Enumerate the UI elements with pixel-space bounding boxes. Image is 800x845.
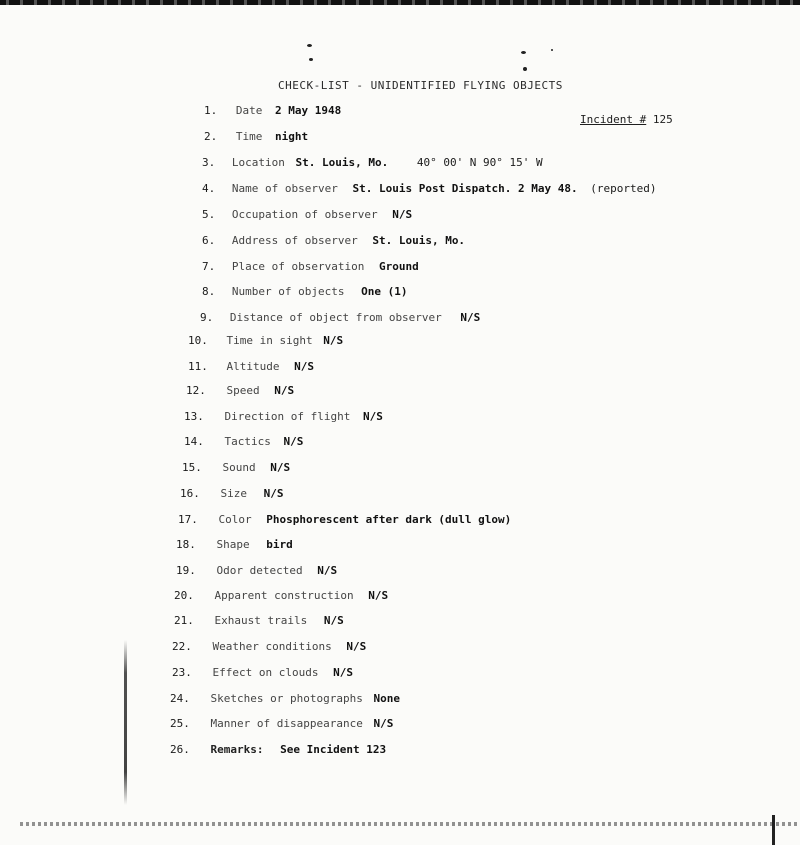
checklist-item (188, 360, 314, 373)
checklist-item (180, 487, 284, 500)
item-value: N/S (333, 666, 353, 679)
checklist-item (202, 208, 412, 221)
item-number: 25. (170, 717, 190, 730)
item-number: 1. (204, 104, 218, 117)
item-value: N/S (323, 334, 344, 347)
item-value: N/S (346, 640, 367, 653)
item-number: 7. (202, 260, 216, 273)
item-label: Weather conditions (212, 640, 332, 653)
item-number: 26. (170, 743, 190, 756)
item-number: 20. (174, 589, 194, 602)
item-label: Apparent construction (214, 589, 354, 602)
item-value: None (373, 692, 400, 705)
item-label: Name of observer (231, 182, 338, 195)
checklist-item (178, 513, 511, 526)
checklist-item (170, 717, 393, 730)
incident-label: Incident # (580, 113, 647, 126)
item-label: Date (235, 104, 263, 117)
item-number: 6. (202, 234, 216, 247)
item-number: 10. (188, 334, 208, 347)
item-label: Manner of disappearance (210, 717, 363, 730)
item-number: 18. (176, 538, 196, 551)
item-value: One (1) (361, 285, 408, 298)
checklist-item (174, 589, 388, 602)
item-value: N/S (263, 487, 284, 500)
checklist-item (174, 614, 344, 627)
item-number: 16. (180, 487, 200, 500)
item-number: 12. (186, 384, 206, 397)
item-value: N/S (283, 435, 304, 448)
item-number: 24. (170, 692, 190, 705)
item-label: Sketches or photographs (210, 692, 363, 705)
checklist-item (202, 260, 419, 273)
item-label: Effect on clouds (212, 666, 319, 679)
item-label: Direction of flight (224, 410, 351, 423)
item-label: Address of observer (231, 234, 358, 247)
checklist-item (172, 640, 366, 653)
checklist-item (186, 384, 294, 397)
item-value: St. Louis, Mo. (372, 234, 466, 247)
checklist-item (184, 435, 303, 448)
document-title: CHECK-LIST - UNIDENTIFIED FLYING OBJECTS (278, 79, 563, 92)
item-number: 19. (176, 564, 196, 577)
item-value: N/S (270, 461, 291, 474)
scan-bottom-edge (20, 822, 800, 826)
checklist-item (202, 234, 465, 247)
checklist-item (184, 410, 383, 423)
item-label: Tactics (224, 435, 271, 448)
item-number: 14. (184, 435, 204, 448)
item-number: 13. (184, 410, 204, 423)
item-label: Location (231, 156, 285, 169)
checklist-item (204, 130, 308, 143)
scan-speck (307, 44, 312, 47)
checklist-item (176, 564, 337, 577)
item-number: 4. (202, 182, 216, 195)
item-value: N/S (368, 589, 389, 602)
checklist-item (172, 666, 353, 679)
checklist-item (202, 156, 543, 169)
item-label: Time in sight (226, 334, 313, 347)
item-note: (reported) (590, 182, 657, 195)
item-value: St. Louis Post Dispatch. 2 May 48. (352, 182, 578, 195)
item-label: Speed (226, 384, 260, 397)
item-number: 3. (202, 156, 216, 169)
item-value: Ground (378, 260, 419, 273)
item-number: 11. (188, 360, 208, 373)
item-value: N/S (392, 208, 413, 221)
item-label: Exhaust trails (214, 614, 308, 627)
item-value: See Incident 123 (280, 743, 387, 756)
item-label: Color (218, 513, 252, 526)
checklist-item (170, 692, 400, 705)
item-value: N/S (317, 564, 338, 577)
scan-speck (309, 58, 313, 61)
checklist-item (188, 334, 343, 347)
item-value: N/S (274, 384, 295, 397)
checklist-item (176, 538, 293, 551)
item-value: night (275, 130, 309, 143)
item-number: 15. (182, 461, 202, 474)
checklist-item (202, 182, 657, 195)
item-label: Number of objects (231, 285, 345, 298)
checklist-item (170, 743, 386, 756)
item-value: St. Louis, Mo. (295, 156, 389, 169)
scan-corner-mark (772, 815, 775, 845)
item-number: 22. (172, 640, 192, 653)
item-number: 9. (200, 311, 214, 324)
item-label: Occupation of observer (231, 208, 378, 221)
item-value: Phosphorescent after dark (dull glow) (266, 513, 512, 526)
item-label: Altitude (226, 360, 280, 373)
item-value: N/S (294, 360, 314, 373)
checklist-item (182, 461, 290, 474)
scan-margin-mark (124, 640, 127, 805)
scan-speck (551, 49, 553, 51)
item-number: 2. (204, 130, 218, 143)
checklist-item (204, 104, 341, 117)
item-label: Shape (216, 538, 250, 551)
checklist-item (202, 285, 407, 298)
item-number: 17. (178, 513, 198, 526)
item-value: N/S (373, 717, 394, 730)
item-value: N/S (362, 410, 383, 423)
incident-reference (580, 113, 673, 126)
item-label: Sound (222, 461, 256, 474)
item-value: bird (266, 538, 293, 551)
item-coordinates: 40° 00' N 90° 15' W (416, 156, 543, 169)
item-label: Time (235, 130, 263, 143)
item-value: N/S (323, 614, 344, 627)
checklist-item (200, 311, 480, 324)
item-label: Place of observation (231, 260, 365, 273)
item-number: 8. (202, 285, 216, 298)
item-number: 5. (202, 208, 216, 221)
item-number: 23. (172, 666, 192, 679)
item-value: 2 May 1948 (275, 104, 342, 117)
incident-number: 125 (652, 113, 673, 126)
scan-top-edge (0, 0, 800, 5)
item-label: Remarks: (210, 743, 264, 756)
item-label: Odor detected (216, 564, 303, 577)
scan-speck (523, 67, 527, 71)
item-label: Distance of object from observer (229, 311, 442, 324)
item-number: 21. (174, 614, 194, 627)
item-value: N/S (460, 311, 481, 324)
scan-speck (521, 51, 526, 54)
item-label: Size (220, 487, 247, 500)
